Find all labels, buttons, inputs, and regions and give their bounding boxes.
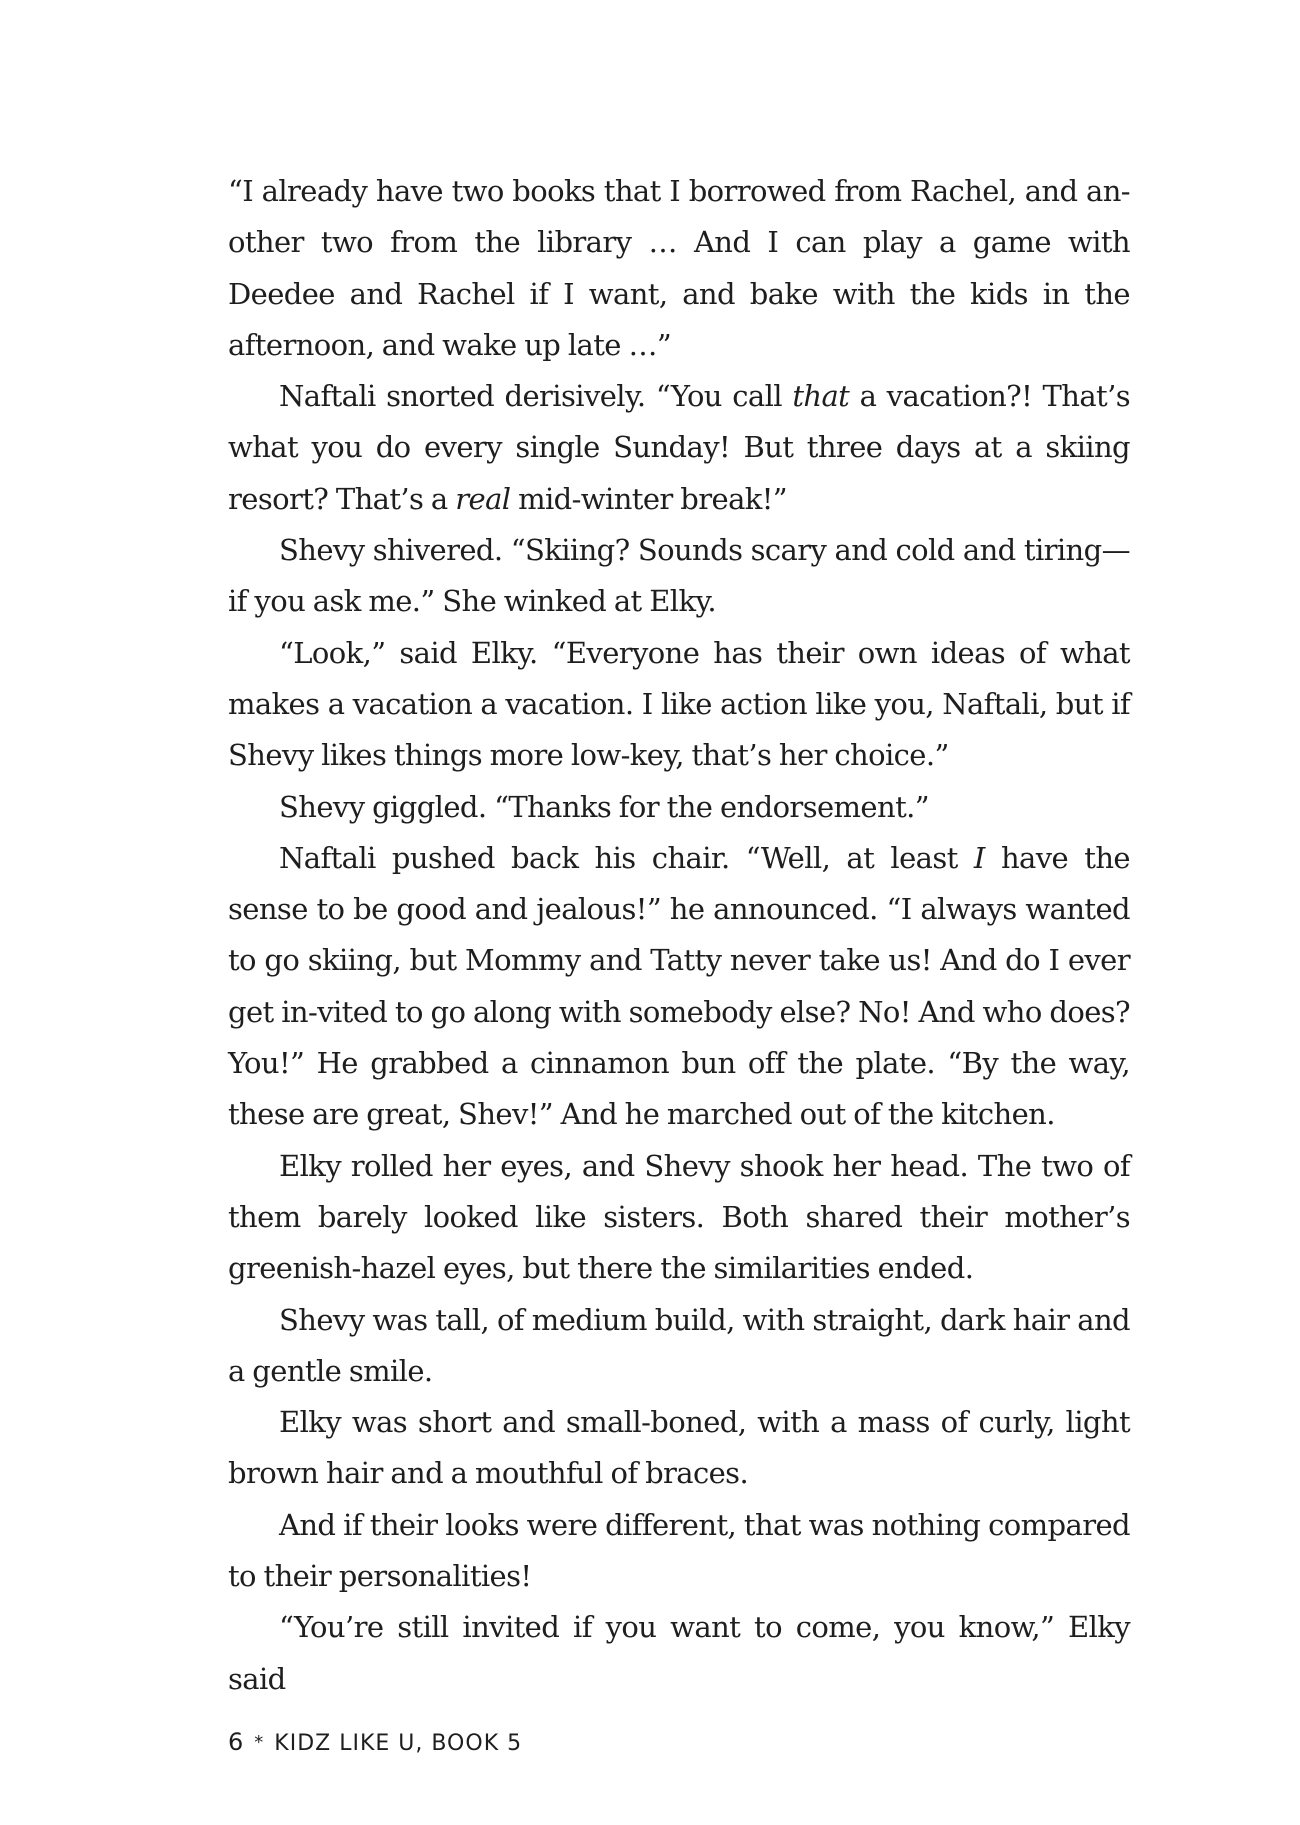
body-text bbox=[228, 166, 1130, 1705]
text-span: Shevy was tall, of medium build, with straight, dark hair and a gentle smile. bbox=[228, 1302, 1130, 1388]
paragraph-6 bbox=[228, 833, 1130, 1141]
italic-span: real bbox=[455, 481, 511, 516]
text-span: Shevy giggled. “Thanks for the endorsement.” bbox=[279, 789, 929, 824]
italic-span: that bbox=[792, 379, 850, 414]
paragraph-10 bbox=[228, 1500, 1130, 1603]
paragraph-4 bbox=[228, 628, 1130, 782]
text-span: “You’re still invited if you want to come, you know,” Elky said bbox=[228, 1610, 1130, 1696]
paragraph-5 bbox=[228, 782, 1130, 833]
text-span: a vacation?! That’s what you do every single Sunday! But three days at a skiing resort? That’s a bbox=[228, 379, 1130, 516]
text-span: Naftali snorted derisively. “You call bbox=[279, 379, 793, 414]
paragraph-8 bbox=[228, 1295, 1130, 1398]
text-span: “I already have two books that I borrowed from Rachel, and an-other two from the library … And I can play a game with Deedee and Rachel if I want, and bake with the kids in the afternoon, and wake up late …” bbox=[228, 174, 1130, 362]
text-span: “Look,” said Elky. “Everyone has their own ideas of what makes a vacation a vacation. I like action like you, Naftali, but if Shevy likes things more low-key, that’s her choice.” bbox=[228, 635, 1130, 773]
paragraph-7 bbox=[228, 1141, 1130, 1295]
paragraph-9 bbox=[228, 1397, 1130, 1500]
text-span: Elky was short and small-boned, with a mass of curly, light brown hair and a mouthful of braces. bbox=[228, 1405, 1130, 1491]
text-span: And if their looks were different, that was nothing compared to their personalities! bbox=[228, 1507, 1130, 1594]
text-span: Shevy shivered. “Skiing? Sounds scary and cold and tiring— if you ask me.” She winked at Elky. bbox=[228, 533, 1130, 619]
paragraph-1 bbox=[228, 166, 1130, 371]
paragraph-11 bbox=[228, 1602, 1130, 1705]
text-span: Elky rolled her eyes, and Shevy shook her head. The two of them barely looked like sisters. Both shared their mother’s greenish-hazel eyes, but there the similarities ended. bbox=[228, 1148, 1130, 1286]
text-span: Naftali pushed back his chair. “Well, at least bbox=[279, 840, 974, 875]
page-number: 6 bbox=[228, 1728, 245, 1756]
page-footer bbox=[228, 1728, 522, 1756]
text-span: have the sense to be good and jealous!” he announced. “I always wanted to go skiing, but Mommy and Tatty never take us! And do I ever get in-vited to go along with somebody else? No! And who does? You!” He grabbed a cinnamon bun off the plate. “By the way, these are great, Shev!” And he marched out of the kitchen. bbox=[228, 840, 1130, 1132]
footer-separator-icon: * bbox=[254, 1732, 265, 1753]
running-title: KIDZ LIKE U, BOOK 5 bbox=[274, 1731, 523, 1756]
paragraph-2 bbox=[228, 371, 1130, 525]
paragraph-3 bbox=[228, 525, 1130, 628]
italic-span: I bbox=[973, 840, 985, 875]
text-span: mid-winter break!” bbox=[510, 481, 788, 516]
